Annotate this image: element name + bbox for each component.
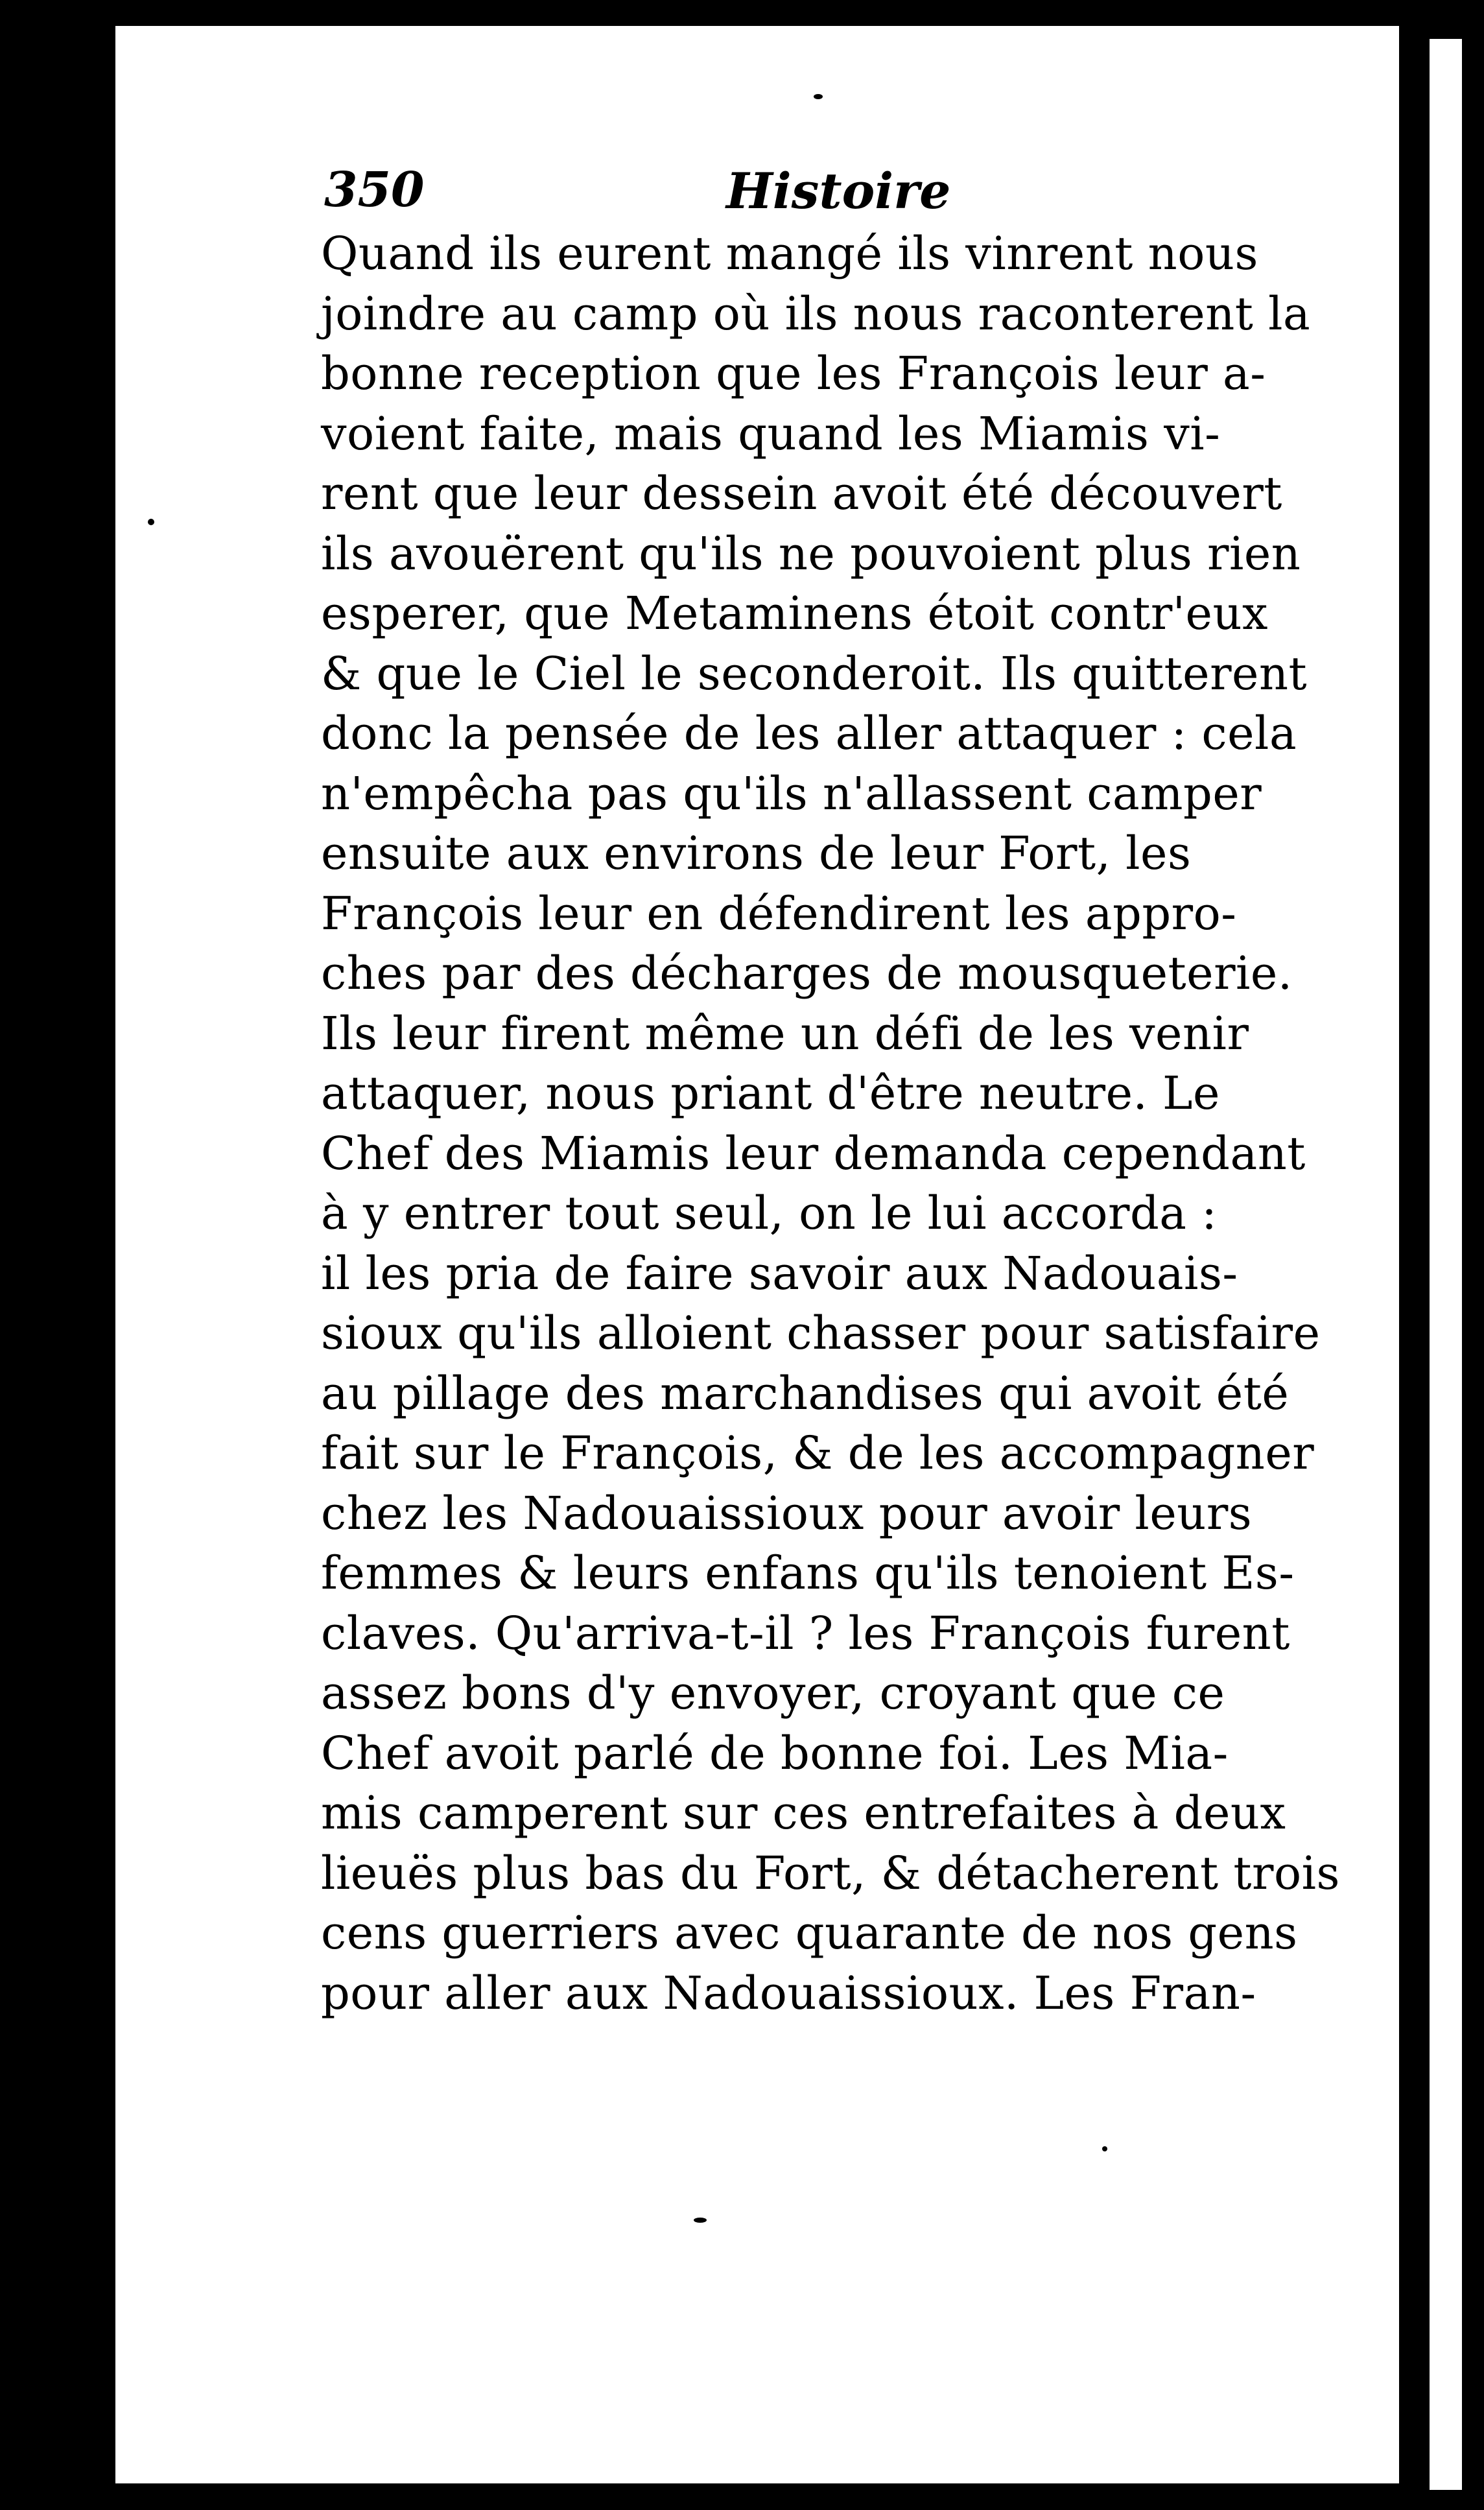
text-line: fait sur le François, & de les accompagner: [321, 1427, 1315, 1480]
text-line: sioux qu'ils alloient chasser pour satisfaire: [321, 1307, 1321, 1360]
text-line: mis camperent sur ces entrefaites à deux: [321, 1786, 1286, 1840]
text-line: ensuite aux environs de leur Fort, les: [321, 827, 1192, 880]
scan-speck: [694, 2218, 707, 2223]
body-text: [321, 224, 1345, 2023]
text-line: joindre au camp où ils nous raconterent la: [321, 287, 1311, 340]
text-line: pour aller aux Nadouaissioux. Les Fran-: [321, 1966, 1256, 2020]
text-line: assez bons d'y envoyer, croyant que ce: [321, 1666, 1225, 1720]
text-line: au pillage des marchandises qui avoit été: [321, 1366, 1290, 1420]
text-line: bonne reception que les François leur a-: [321, 347, 1266, 400]
text-line: ches par des décharges de mousqueterie.: [321, 947, 1293, 1000]
scan-speck: [814, 94, 823, 99]
text-line: esperer, que Metaminens étoit contr'eux: [321, 587, 1269, 640]
text-line: lieuës plus bas du Fort, & détacherent trois: [321, 1846, 1340, 1900]
text-line: voient faite, mais quand les Miamis vi-: [321, 407, 1221, 460]
text-line: ils avouërent qu'ils ne pouvoient plus rien: [321, 527, 1301, 580]
text-line: Chef des Miamis leur demanda cependant: [321, 1126, 1306, 1180]
text-line: chez les Nadouaissioux pour avoir leurs: [321, 1486, 1253, 1540]
scan-speck: [1102, 2146, 1107, 2151]
scan-speck: [148, 519, 154, 525]
text-line: François leur en défendirent les appro-: [321, 886, 1237, 940]
text-line: Quand ils eurent mangé ils vinrent nous: [321, 227, 1258, 280]
text-line: à y entrer tout seul, on le lui accorda :: [321, 1187, 1218, 1240]
text-line: Chef avoit parlé de bonne foi. Les Mia-: [321, 1726, 1229, 1780]
text-line: n'empêcha pas qu'ils n'allassent camper: [321, 766, 1262, 820]
text-line: claves. Qu'arriva-t-il ? les François furent: [321, 1606, 1290, 1660]
page-number: 350: [324, 162, 425, 218]
text-line: il les pria de faire savoir aux Nadouais-: [321, 1246, 1238, 1300]
adjacent-page-edge: [1430, 39, 1462, 2490]
text-line: Ils leur firent même un défi de les venir: [321, 1006, 1249, 1060]
text-line: & que le Ciel le seconderoit. Ils quitterent: [321, 646, 1308, 700]
text-line: rent que leur dessein avoit été découvert: [321, 467, 1282, 520]
text-line: femmes & leurs enfans qu'ils tenoient Es-: [321, 1546, 1295, 1600]
running-head: Histoire: [726, 162, 951, 220]
page-header: [324, 162, 1336, 227]
text-line: donc la pensée de les aller attaquer : cela: [321, 707, 1297, 760]
text-line: attaquer, nous priant d'être neutre. Le: [321, 1067, 1220, 1120]
text-line: cens guerriers avec quarante de nos gens: [321, 1906, 1298, 1959]
scan-speck: [1420, 1232, 1424, 1245]
